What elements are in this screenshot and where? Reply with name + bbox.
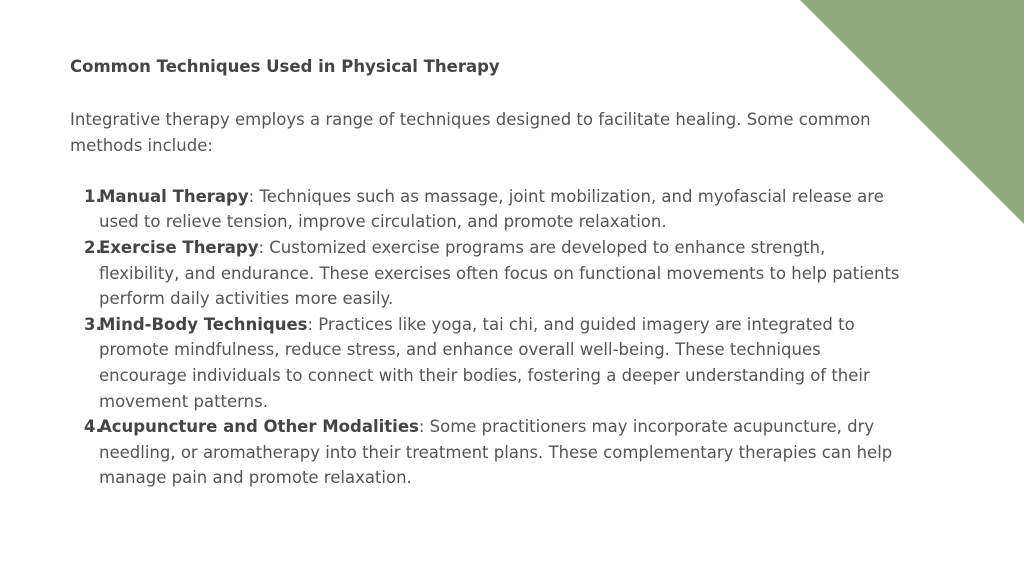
technique-description: : Practices like yoga, tai chi, and guided imagery are integrated to promote mindfulness, reduce stress, and enhance overall well-being. These techniques encourage individuals to connect with their bodies, fostering a deeper understanding of their movement patterns. <box>99 314 870 411</box>
techniques-list <box>70 184 910 491</box>
slide-content <box>70 56 910 491</box>
technique-item <box>70 235 910 312</box>
technique-number: 3. <box>84 314 102 334</box>
slide-title: Common Techniques Used in Physical Therapy <box>70 57 500 76</box>
technique-name: Exercise Therapy <box>99 237 259 257</box>
technique-name: Mind-Body Techniques <box>99 314 308 334</box>
technique-number: 2. <box>84 237 102 257</box>
technique-description: : Some practitioners may incorporate acupuncture, dry needling, or aromatherapy into their treatment plans. These complementary therapies can help manage pain and promote relaxation. <box>99 417 893 488</box>
technique-item <box>70 312 910 414</box>
intro-paragraph: Integrative therapy employs a range of techniques designed to facilitate healing. Some common methods include: <box>70 110 871 155</box>
technique-description: : Techniques such as massage, joint mobilization, and myofascial release are used to relieve tension, improve circulation, and promote relaxation. <box>99 186 884 232</box>
technique-number: 4. <box>84 417 102 437</box>
technique-number: 1. <box>84 186 102 206</box>
technique-name: Manual Therapy <box>99 186 249 206</box>
technique-name: Acupuncture and Other Modalities <box>99 417 419 437</box>
technique-item <box>70 184 910 235</box>
technique-item <box>70 414 910 491</box>
technique-description: : Customized exercise programs are developed to enhance strength, flexibility, and endurance. These exercises often focus on functional movements to help patients perform daily activities more easily. <box>99 237 900 309</box>
